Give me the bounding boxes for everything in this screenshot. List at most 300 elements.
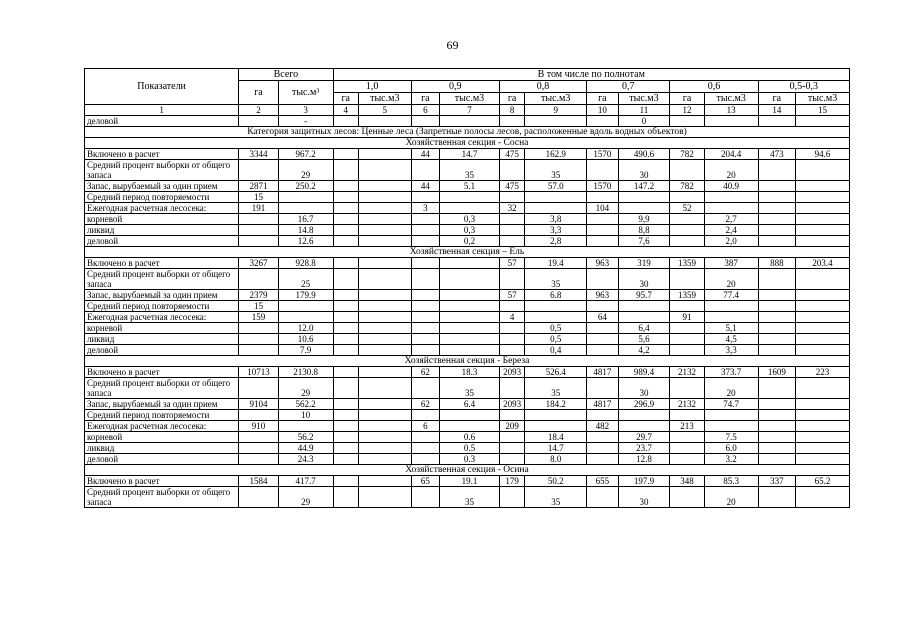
table-cell: 18.3 [440, 367, 500, 378]
row-label: Средний период повторяемости [85, 301, 239, 312]
table-row [85, 432, 850, 443]
table-cell: 57.0 [525, 181, 587, 192]
table-cell [333, 432, 358, 443]
table-cell [278, 312, 333, 323]
table-cell [796, 410, 850, 421]
table-cell: 30 [618, 160, 670, 181]
table-row [85, 160, 850, 181]
section-header-row [85, 247, 850, 258]
row-label: ликвид [85, 334, 239, 345]
table-cell [239, 160, 279, 181]
header-unit-volume: тыс.м3 [525, 93, 587, 105]
table-cell [499, 334, 524, 345]
table-cell [587, 432, 618, 443]
section-header-row [85, 127, 850, 138]
table-cell [358, 334, 411, 345]
section-title: Хозяйственная секция – Ель [85, 247, 850, 258]
column-number: 13 [704, 105, 758, 116]
table-cell [499, 432, 524, 443]
table-cell: 30 [618, 269, 670, 290]
page-number: 69 [446, 38, 459, 52]
table-cell [358, 269, 411, 290]
header-density-3: 0,8 [499, 81, 586, 93]
table-cell [758, 399, 796, 410]
table-cell: 4,2 [618, 345, 670, 356]
table-cell: 0,2 [440, 236, 500, 247]
table-cell: 6.0 [704, 443, 758, 454]
table-cell [499, 236, 524, 247]
table-cell [440, 290, 500, 301]
table-cell: 526.4 [525, 367, 587, 378]
table-cell: 15 [239, 301, 279, 312]
table-cell: 562.2 [278, 399, 333, 410]
table-cell [239, 454, 279, 465]
table-cell [796, 421, 850, 432]
column-number: 2 [239, 105, 279, 116]
table-cell [440, 345, 500, 356]
table-cell: 782 [670, 181, 704, 192]
table-cell: 250.2 [278, 181, 333, 192]
table-cell: 213 [670, 421, 704, 432]
table-cell: 20 [704, 160, 758, 181]
table-cell: 147.2 [618, 181, 670, 192]
header-density-5: 0,6 [670, 81, 758, 93]
table-cell: 319 [618, 258, 670, 269]
table-cell [758, 454, 796, 465]
table-cell [333, 269, 358, 290]
table-cell [411, 301, 439, 312]
row-label: деловой [85, 454, 239, 465]
table-cell [333, 160, 358, 181]
table-row [85, 192, 850, 203]
table-cell [758, 421, 796, 432]
table-cell [358, 214, 411, 225]
table-cell [358, 410, 411, 421]
table-cell [358, 203, 411, 214]
table-cell: 44 [411, 181, 439, 192]
table-cell [618, 421, 670, 432]
table-cell [358, 225, 411, 236]
row-label: Ежегодная расчетная лесосека: [85, 203, 239, 214]
table-cell: 20 [704, 269, 758, 290]
table-cell [618, 192, 670, 203]
table-cell [358, 236, 411, 247]
table-cell [239, 116, 279, 127]
table-cell: 3,8 [525, 214, 587, 225]
table-cell [796, 236, 850, 247]
table-cell [670, 443, 704, 454]
table-cell: 482 [587, 421, 618, 432]
table-cell: 14.8 [278, 225, 333, 236]
table-cell [333, 192, 358, 203]
table-cell: 782 [670, 149, 704, 160]
table-cell: 12.6 [278, 236, 333, 247]
table-cell [499, 454, 524, 465]
table-cell: 348 [670, 476, 704, 487]
table-cell [411, 454, 439, 465]
table-cell [333, 214, 358, 225]
table-cell [239, 487, 279, 508]
header-unit-ha: га [758, 93, 796, 105]
table-cell: 179 [499, 476, 524, 487]
table-cell [239, 323, 279, 334]
table-row [85, 454, 850, 465]
table-cell: 14.7 [440, 149, 500, 160]
table-cell [618, 410, 670, 421]
table-row [85, 236, 850, 247]
table-cell: 10 [278, 410, 333, 421]
table-cell [796, 203, 850, 214]
table-cell [239, 443, 279, 454]
table-cell [239, 345, 279, 356]
table-cell: 12.0 [278, 323, 333, 334]
row-label: Средний процент выборки от общего запаса [85, 269, 239, 290]
table-row [85, 203, 850, 214]
header-density-6: 0,5-0,3 [758, 81, 849, 93]
table-cell [411, 334, 439, 345]
table-cell: 1359 [670, 290, 704, 301]
row-label: Средний период повторяемости [85, 192, 239, 203]
header-by-density: В том числе по полнотам [333, 69, 849, 81]
table-cell [704, 301, 758, 312]
table-cell: 473 [758, 149, 796, 160]
table-cell [796, 454, 850, 465]
table-cell [796, 399, 850, 410]
table-cell [411, 192, 439, 203]
table-row [85, 476, 850, 487]
table-cell: - [278, 116, 333, 127]
table-cell [499, 378, 524, 399]
table-cell: 0 [618, 116, 670, 127]
table-cell: 19.1 [440, 476, 500, 487]
table-cell: 209 [499, 421, 524, 432]
table-cell: 32 [499, 203, 524, 214]
table-row [85, 410, 850, 421]
table-cell [587, 160, 618, 181]
table-cell [587, 345, 618, 356]
table-cell [670, 225, 704, 236]
table-row [85, 334, 850, 345]
table-cell: 5.1 [440, 181, 500, 192]
table-cell: 20 [704, 487, 758, 508]
row-label: Запас, вырубаемый за один прием [85, 181, 239, 192]
column-number: 3 [278, 105, 333, 116]
header-indicators: Показатели [85, 69, 239, 105]
table-cell [440, 410, 500, 421]
header-total-volume: тыс.м³ [278, 81, 333, 105]
table-cell: 2093 [499, 367, 524, 378]
table-cell [499, 160, 524, 181]
table-cell: 1609 [758, 367, 796, 378]
table-cell: 104 [587, 203, 618, 214]
table-row [85, 421, 850, 432]
table-cell [587, 301, 618, 312]
header-unit-volume: тыс.м3 [704, 93, 758, 105]
table-row [85, 225, 850, 236]
table-cell [333, 334, 358, 345]
table-cell [796, 432, 850, 443]
table-cell: 29 [278, 378, 333, 399]
table-cell [440, 312, 500, 323]
table-cell: 50.2 [525, 476, 587, 487]
table-cell: 162.9 [525, 149, 587, 160]
table-cell [670, 432, 704, 443]
table-row [85, 290, 850, 301]
table-cell [411, 290, 439, 301]
table-cell: 2,7 [704, 214, 758, 225]
column-number: 10 [587, 105, 618, 116]
table-cell [618, 203, 670, 214]
table-cell [499, 192, 524, 203]
header-unit-ha: га [411, 93, 439, 105]
table-cell [358, 487, 411, 508]
table-cell [358, 312, 411, 323]
table-cell [333, 258, 358, 269]
table-cell: 3267 [239, 258, 279, 269]
table-cell: 9,9 [618, 214, 670, 225]
table-cell [587, 236, 618, 247]
table-cell: 62 [411, 367, 439, 378]
table-cell: 0.6 [440, 432, 500, 443]
table-cell: 5,6 [618, 334, 670, 345]
header-unit-volume: тыс.м3 [618, 93, 670, 105]
table-cell [333, 454, 358, 465]
table-cell [499, 225, 524, 236]
table-cell: 387 [704, 258, 758, 269]
table-cell [796, 116, 850, 127]
table-cell [670, 236, 704, 247]
table-cell [758, 432, 796, 443]
table-cell [670, 116, 704, 127]
table-cell [411, 258, 439, 269]
table-cell [670, 192, 704, 203]
table-cell [670, 487, 704, 508]
table-cell [358, 258, 411, 269]
table-cell [278, 301, 333, 312]
table-cell: 65.2 [796, 476, 850, 487]
table-cell [239, 410, 279, 421]
table-cell [670, 410, 704, 421]
table-cell: 888 [758, 258, 796, 269]
column-number: 1 [85, 105, 239, 116]
row-label: деловой [85, 116, 239, 127]
table-cell: 4817 [587, 367, 618, 378]
section-header-row [85, 465, 850, 476]
table-row [85, 181, 850, 192]
table-cell: 191 [239, 203, 279, 214]
table-cell: 30 [618, 378, 670, 399]
table-cell [796, 192, 850, 203]
table-cell [704, 116, 758, 127]
table-cell: 7,6 [618, 236, 670, 247]
table-row [85, 323, 850, 334]
table-cell [411, 410, 439, 421]
table-cell [239, 236, 279, 247]
table-cell [670, 160, 704, 181]
table-cell: 10.6 [278, 334, 333, 345]
row-label: корневой [85, 323, 239, 334]
table-cell [758, 181, 796, 192]
row-label: Включено в расчет [85, 367, 239, 378]
table-cell: 3 [411, 203, 439, 214]
table-cell: 57 [499, 258, 524, 269]
table-cell [704, 421, 758, 432]
row-label: Включено в расчет [85, 258, 239, 269]
table-cell: 4 [499, 312, 524, 323]
table-cell: 19.4 [525, 258, 587, 269]
table-cell [499, 323, 524, 334]
header-unit-ha: га [587, 93, 618, 105]
table-cell: 12.8 [618, 454, 670, 465]
table-cell: 3344 [239, 149, 279, 160]
table-cell: 1570 [587, 181, 618, 192]
table-cell: 184.2 [525, 399, 587, 410]
header-total-ha: га [239, 81, 279, 105]
table-cell: 4817 [587, 399, 618, 410]
table-cell [333, 236, 358, 247]
table-cell [358, 443, 411, 454]
table-cell [239, 225, 279, 236]
section-header-row [85, 138, 850, 149]
table-row [85, 399, 850, 410]
column-number: 7 [440, 105, 500, 116]
header-unit-volume: тыс.м3 [796, 93, 850, 105]
table-cell [796, 290, 850, 301]
table-cell [411, 269, 439, 290]
table-cell [618, 312, 670, 323]
table-cell [704, 410, 758, 421]
table-cell [440, 203, 500, 214]
table-cell: 16.7 [278, 214, 333, 225]
table-cell [758, 378, 796, 399]
table-cell [796, 301, 850, 312]
table-cell [440, 258, 500, 269]
table-cell: 2871 [239, 181, 279, 192]
table-cell [796, 269, 850, 290]
table-cell: 0,4 [525, 345, 587, 356]
table-cell: 2093 [499, 399, 524, 410]
table-cell [333, 476, 358, 487]
table-cell: 2379 [239, 290, 279, 301]
table-cell [333, 225, 358, 236]
table-cell [587, 269, 618, 290]
table-cell [670, 301, 704, 312]
table-cell [333, 290, 358, 301]
section-title: Хозяйственная секция - Береза [85, 356, 850, 367]
table-cell [239, 432, 279, 443]
table-cell [758, 312, 796, 323]
table-cell [440, 301, 500, 312]
table-cell: 928.8 [278, 258, 333, 269]
table-cell: 203.4 [796, 258, 850, 269]
table-cell [239, 269, 279, 290]
table-cell [670, 214, 704, 225]
table-cell [670, 334, 704, 345]
table-cell [440, 334, 500, 345]
table-cell [333, 367, 358, 378]
table-cell: 7.5 [704, 432, 758, 443]
row-label: Включено в расчет [85, 149, 239, 160]
table-cell [411, 160, 439, 181]
table-cell [758, 345, 796, 356]
header-unit-ha: га [670, 93, 704, 105]
table-cell [704, 192, 758, 203]
table-cell: 23.7 [618, 443, 670, 454]
table-cell: 989.4 [618, 367, 670, 378]
table-cell: 35 [525, 487, 587, 508]
table-cell [333, 487, 358, 508]
table-cell [239, 214, 279, 225]
table-cell: 159 [239, 312, 279, 323]
table-cell: 52 [670, 203, 704, 214]
table-cell [587, 487, 618, 508]
table-cell [618, 301, 670, 312]
header-total: Всего [239, 69, 333, 81]
row-label: деловой [85, 345, 239, 356]
table-cell [440, 323, 500, 334]
table-cell: 74.7 [704, 399, 758, 410]
section-header-row [85, 356, 850, 367]
table-cell: 296.9 [618, 399, 670, 410]
section-title: Хозяйственная секция - Сосна [85, 138, 850, 149]
table-cell: 963 [587, 258, 618, 269]
table-cell [587, 116, 618, 127]
table-cell [333, 116, 358, 127]
table-cell [239, 334, 279, 345]
table-cell: 475 [499, 181, 524, 192]
column-number: 12 [670, 105, 704, 116]
table-cell [704, 312, 758, 323]
table-cell [411, 116, 439, 127]
table-cell [796, 487, 850, 508]
table-cell: 3.2 [704, 454, 758, 465]
table-cell: 94.6 [796, 149, 850, 160]
table-cell [358, 290, 411, 301]
table-cell [758, 443, 796, 454]
table-cell [440, 192, 500, 203]
table-cell [758, 116, 796, 127]
row-label: деловой [85, 236, 239, 247]
table-cell [499, 116, 524, 127]
table-cell [796, 312, 850, 323]
table-cell: 1359 [670, 258, 704, 269]
table-cell: 3,3 [525, 225, 587, 236]
row-label: ликвид [85, 225, 239, 236]
column-number: 4 [333, 105, 358, 116]
table-cell [587, 410, 618, 421]
table-cell: 15 [239, 192, 279, 203]
row-label: ликвид [85, 443, 239, 454]
table-cell [333, 345, 358, 356]
table-cell: 2130.8 [278, 367, 333, 378]
table-cell: 85.3 [704, 476, 758, 487]
table-cell [758, 290, 796, 301]
table-cell: 14.7 [525, 443, 587, 454]
table-cell [440, 116, 500, 127]
table-row [85, 149, 850, 160]
table-cell [358, 323, 411, 334]
row-label: корневой [85, 432, 239, 443]
table-row [85, 269, 850, 290]
table-cell [411, 487, 439, 508]
table-cell: 0.5 [440, 443, 500, 454]
section-title: Хозяйственная секция - Осина [85, 465, 850, 476]
table-cell [525, 301, 587, 312]
table-cell [587, 214, 618, 225]
table-cell: 95.7 [618, 290, 670, 301]
row-label: Средний процент выборки от общего запаса [85, 487, 239, 508]
table-cell: 8.0 [525, 454, 587, 465]
